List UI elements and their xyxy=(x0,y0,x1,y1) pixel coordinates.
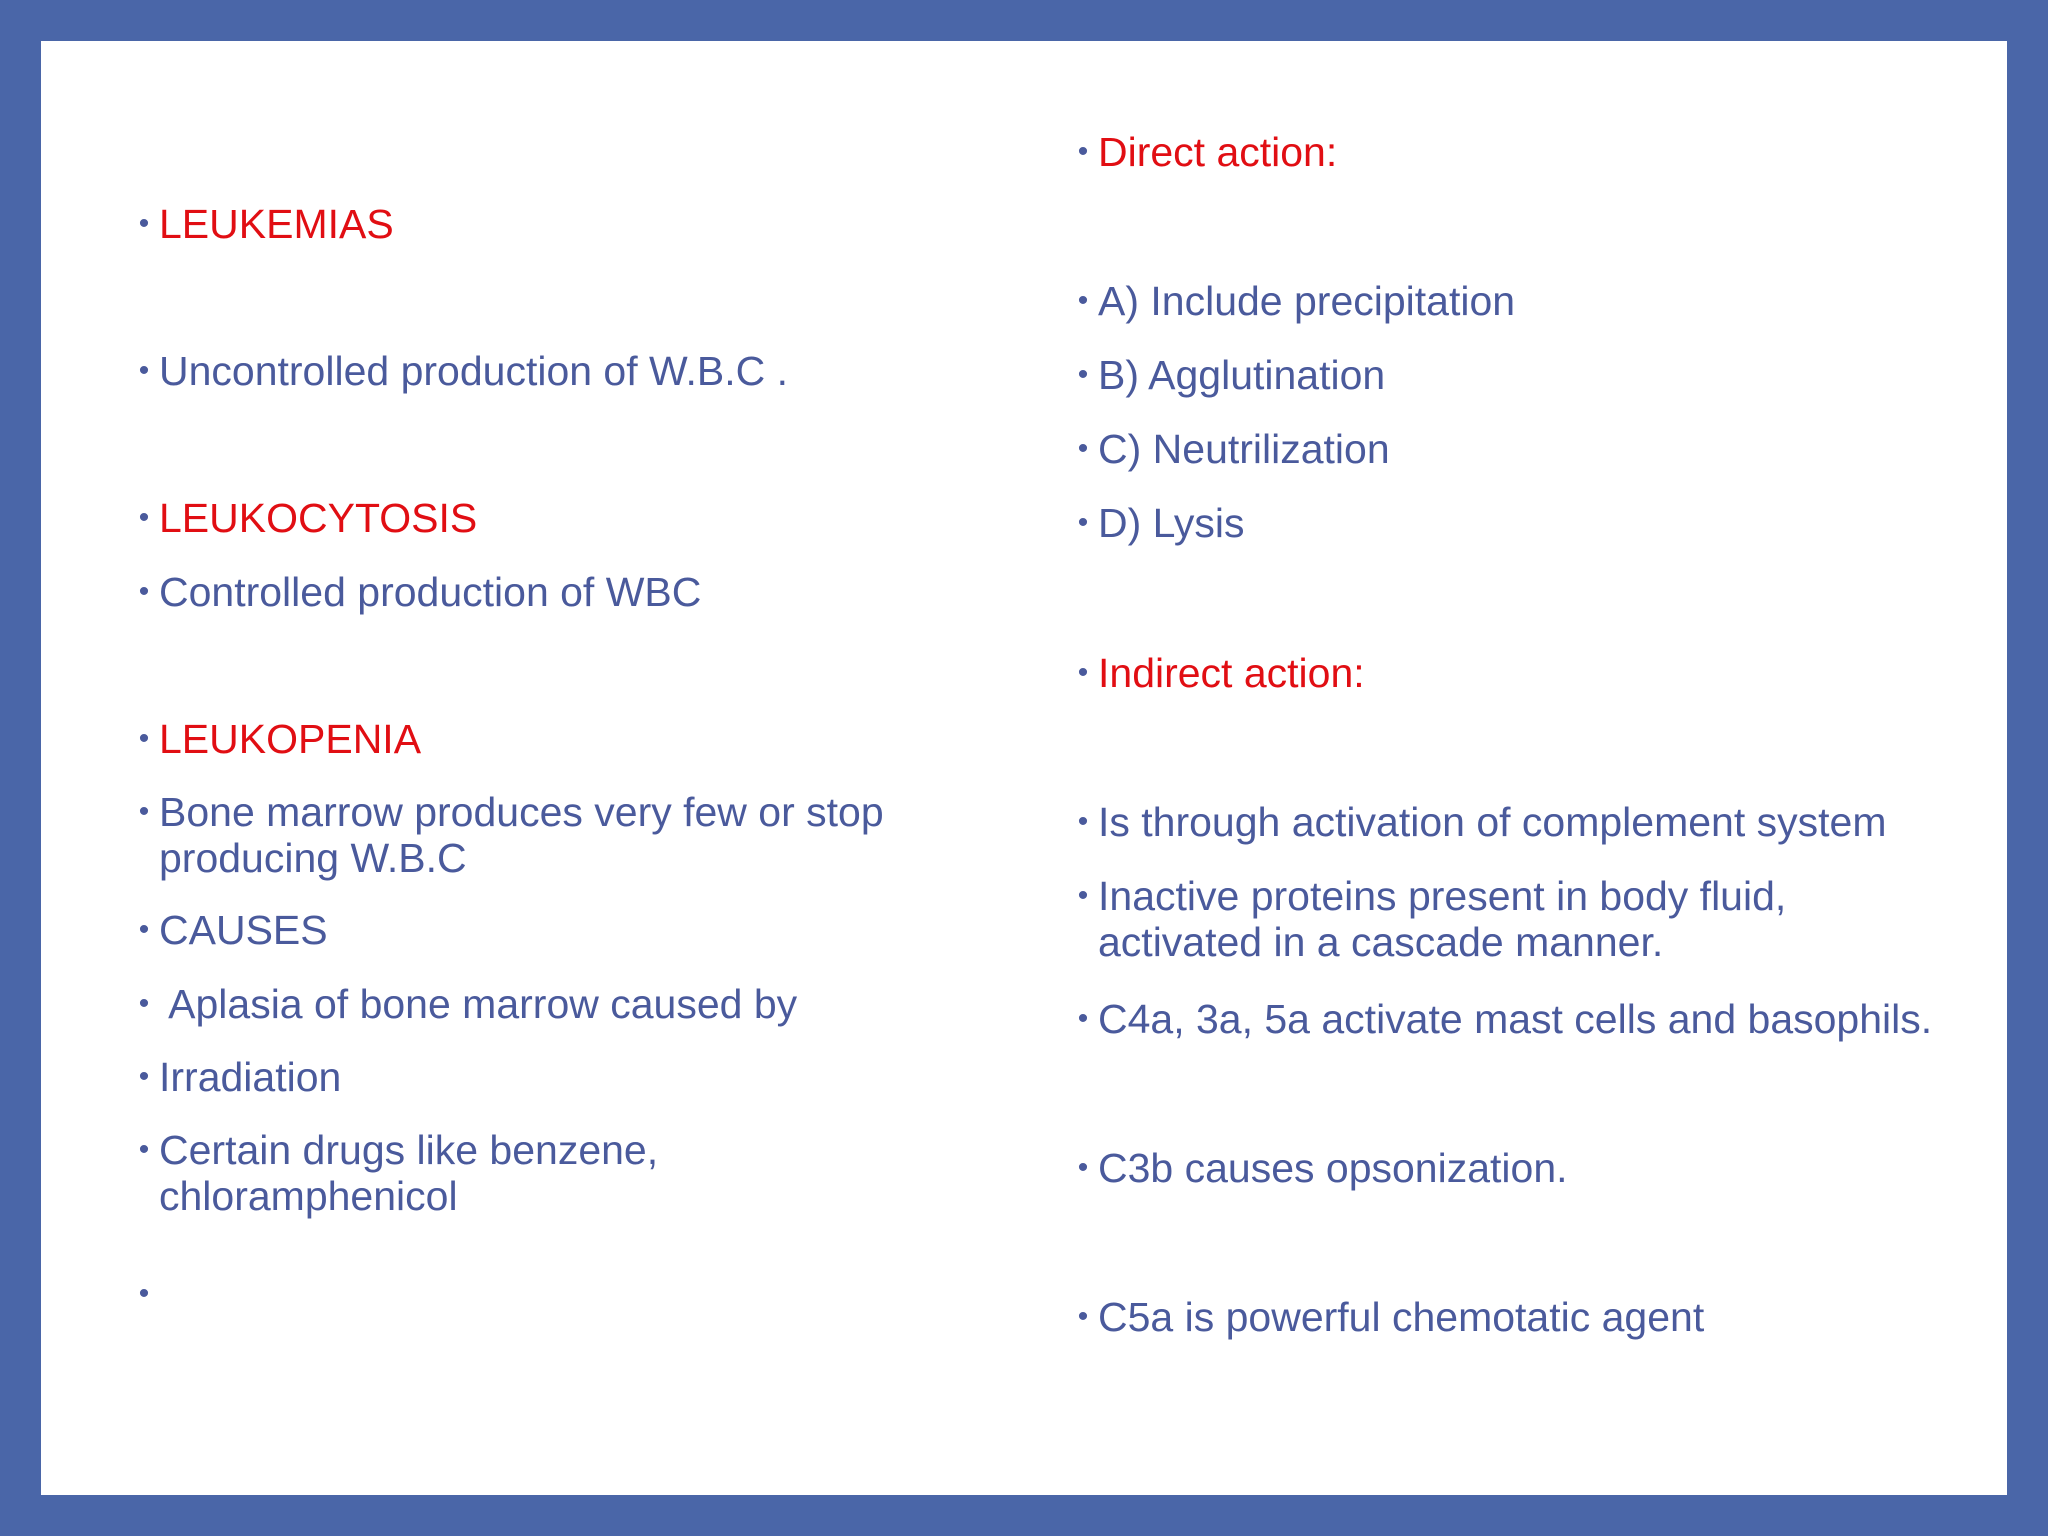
list-item xyxy=(129,907,979,953)
item-text: C5a is powerful chemotatic agent xyxy=(1098,1294,1705,1340)
item-text: Certain drugs like benzene, chloramphenicol xyxy=(159,1127,659,1219)
bullet-icon: • xyxy=(1077,656,1089,689)
bullet-icon: • xyxy=(138,575,150,608)
heading-leukocytosis: LEUKOCYTOSIS xyxy=(159,495,478,541)
heading-leukemias: LEUKEMIAS xyxy=(159,201,394,247)
list-item xyxy=(129,789,979,881)
bullet-icon: • xyxy=(138,1060,150,1093)
item-text: Aplasia of bone marrow caused by xyxy=(159,981,798,1027)
item-text: A) Include precipitation xyxy=(1098,278,1516,324)
heading-indirect-action: Indirect action: xyxy=(1098,650,1365,696)
bullet-icon: • xyxy=(1077,135,1089,168)
bullet-icon: • xyxy=(138,501,150,534)
bullet-icon: • xyxy=(1077,506,1089,539)
list-item xyxy=(129,981,979,1027)
bullet-icon: • xyxy=(138,722,150,755)
item-text: Controlled production of WBC xyxy=(159,569,702,615)
item-text: D) Lysis xyxy=(1098,500,1245,546)
list-item xyxy=(1068,129,1988,175)
list-item xyxy=(1068,873,1788,965)
bullet-icon: • xyxy=(1077,805,1089,838)
list-item xyxy=(1068,1294,1988,1340)
bullet-icon: • xyxy=(138,987,150,1020)
bullet-icon: • xyxy=(138,1277,150,1310)
item-text: C3b causes opsonization. xyxy=(1098,1145,1568,1191)
bullet-icon: • xyxy=(1077,432,1089,465)
list-item xyxy=(129,495,979,541)
bullet-icon: • xyxy=(1077,1002,1089,1035)
bullet-icon: • xyxy=(138,1133,150,1166)
list-item xyxy=(129,348,979,394)
bullet-icon: • xyxy=(138,207,150,240)
item-text: Irradiation xyxy=(159,1054,342,1100)
bullet-icon: • xyxy=(138,913,150,946)
list-item xyxy=(1068,426,1988,472)
list-item xyxy=(1068,650,1988,696)
list-item xyxy=(129,569,979,615)
item-text: Bone marrow produces very few or stop producing W.B.C xyxy=(159,789,884,881)
bullet-icon: • xyxy=(1077,284,1089,317)
item-text: C4a, 3a, 5a activate mast cells and basophils. xyxy=(1098,996,1933,1042)
bullet-icon: • xyxy=(138,354,150,387)
item-text: B) Agglutination xyxy=(1098,352,1386,398)
item-text: Uncontrolled production of W.B.C . xyxy=(159,348,788,394)
list-item xyxy=(129,1127,749,1219)
bullet-icon: • xyxy=(1077,1300,1089,1333)
list-item xyxy=(1068,996,1988,1042)
item-text: CAUSES xyxy=(159,907,328,953)
list-item xyxy=(1068,799,1988,845)
list-item xyxy=(1068,278,1988,324)
heading-leukopenia: LEUKOPENIA xyxy=(159,716,422,762)
list-item xyxy=(129,1054,979,1100)
list-item xyxy=(129,716,979,762)
item-text: C) Neutrilization xyxy=(1098,426,1390,472)
list-item xyxy=(1068,500,1988,546)
bullet-icon: • xyxy=(1077,358,1089,391)
bullet-icon: • xyxy=(1077,1151,1089,1184)
item-text: Is through activation of complement system xyxy=(1098,799,1887,845)
list-item xyxy=(1068,1145,1988,1191)
heading-direct-action: Direct action: xyxy=(1098,129,1338,175)
list-item xyxy=(129,201,979,247)
slide-canvas xyxy=(41,41,2007,1495)
list-item xyxy=(1068,352,1988,398)
bullet-icon: • xyxy=(1077,879,1089,912)
bullet-icon: • xyxy=(138,795,150,828)
item-text: Inactive proteins present in body fluid, activated in a cascade manner. xyxy=(1098,873,1787,965)
